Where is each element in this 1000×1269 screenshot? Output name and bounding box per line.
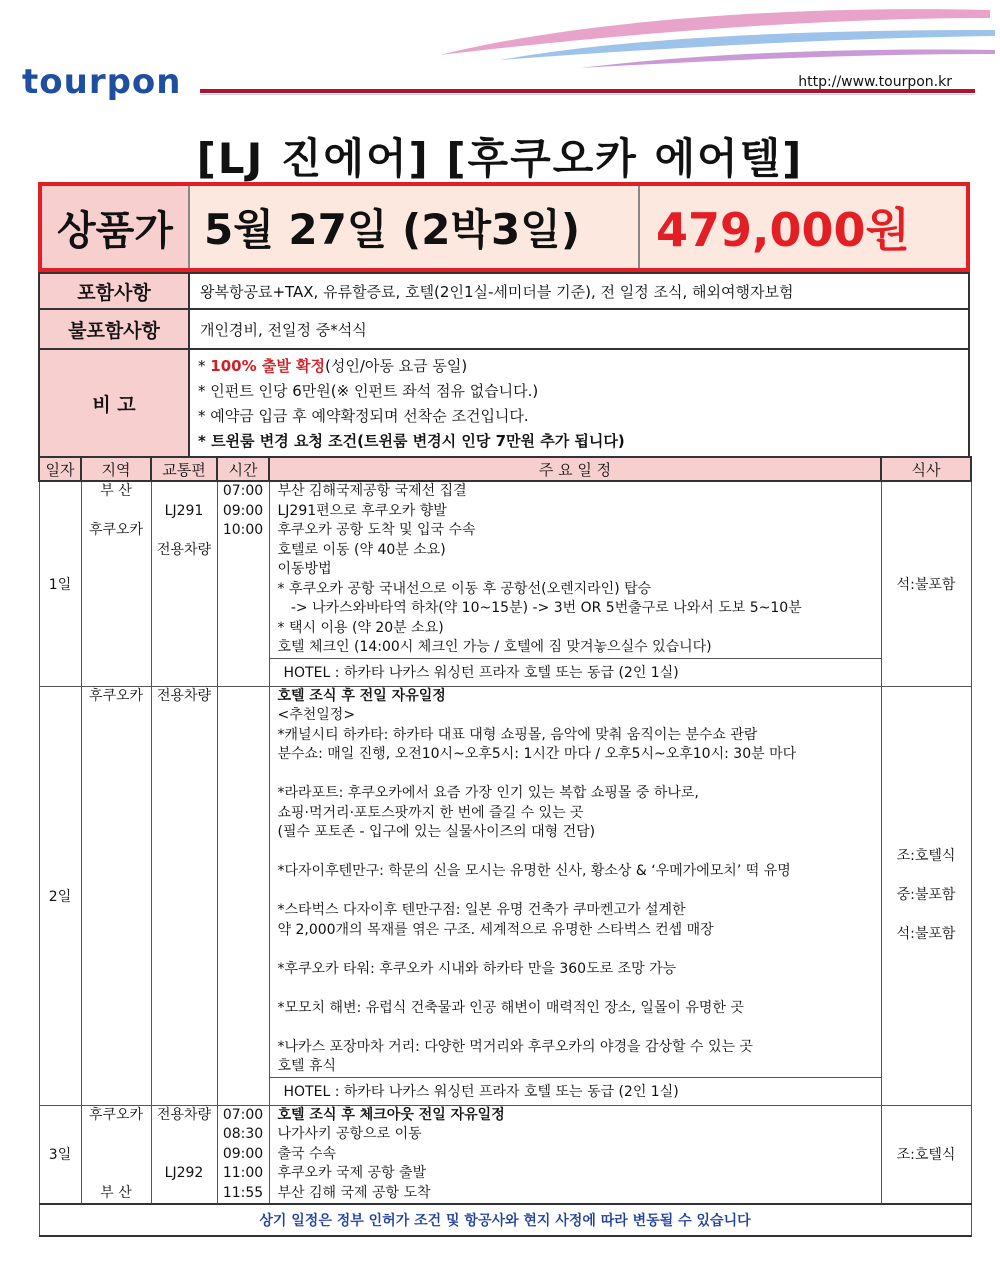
- day2-region: 후쿠오카: [81, 686, 151, 1105]
- departure-confirmed-text: 100% 출발 확정: [210, 357, 326, 375]
- day3-region: 후쿠오카 부 산: [81, 1105, 151, 1204]
- header-divider-thin: [200, 94, 975, 95]
- day2-row: [39, 686, 971, 1105]
- day2-transport: 전용차량: [151, 686, 217, 1105]
- col-plan: 주 요 일 정: [269, 457, 881, 481]
- day2-hotel: HOTEL : 하카타 나카스 워싱턴 프라자 호텔 또는 동급 (2인 1실): [270, 1077, 881, 1105]
- price-date: 5월 27일 (2박3일): [190, 186, 640, 268]
- site-url-link[interactable]: http://www.tourpon.kr: [798, 74, 952, 90]
- day3-time: 07:00 08:30 09:00 11:00 11:55: [217, 1105, 269, 1204]
- day2-label: 2일: [39, 686, 81, 1105]
- note-item: * 트윈룸 변경 요청 조건(트윈룸 변경시 인당 7만원 추가 됩니다): [198, 432, 625, 450]
- day3-meal: 조:호텔식: [881, 1105, 971, 1204]
- day3-plan: 호텔 조식 후 체크아웃 전일 자유일정 나가사키 공항으로 이동 출국 수속 후쿠오카 국제 공항 출발 부산 김해 국제 공항 도착: [269, 1105, 881, 1204]
- col-region: 지역: [81, 457, 151, 481]
- included-value: 왕복항공료+TAX, 유류할증료, 호텔(2인1실-세미더블 기준), 전 일정 조식, 해외여행자보험: [189, 273, 969, 309]
- day1-row: [39, 481, 971, 686]
- included-label: 포함사항: [39, 273, 189, 309]
- excluded-value: 개인경비, 전일정 중*석식: [189, 309, 969, 349]
- note-item: * 100% 출발 확정(성인/아동 요금 동일): [198, 357, 468, 375]
- note-item: * 인펀트 인당 6만원(※ 인펀트 좌석 점유 없습니다.): [198, 382, 539, 400]
- col-day: 일자: [39, 457, 81, 481]
- price-box: [38, 182, 970, 272]
- schedule-header-row: [39, 457, 971, 481]
- day1-transport: LJ291 전용차량: [151, 481, 217, 686]
- day1-label: 1일: [39, 481, 81, 686]
- day1-time: 07:00 09:00 10:00: [217, 481, 269, 686]
- notes-label: 비 고: [39, 349, 189, 457]
- price-amount: 479,000원: [640, 186, 966, 268]
- day2-meals: 조:호텔식 중:불포함 석:불포함: [881, 686, 971, 1105]
- page-title: [LJ 진에어] [후쿠오카 에어텔]: [196, 134, 804, 183]
- day1-region: 부 산 후쿠오카: [81, 481, 151, 686]
- day1-meal: 석:불포함: [881, 481, 971, 686]
- day3-label: 3일: [39, 1105, 81, 1204]
- info-table: [38, 272, 970, 458]
- col-meal: 식사: [881, 457, 971, 481]
- tourpon-logo[interactable]: tourpon: [22, 62, 182, 102]
- day1-plan: 부산 김해국제공항 국제선 집결 LJ291편으로 후쿠오카 향발 후쿠오카 공항 도착 및 입국 수속 호텔로 이동 (약 40분 소요) 이동방법 * 후쿠오카 공항 국내선으로 이동 후 공항선(오렌지라인) 탑승 -> 나카스와바타역 하차(약 10~15분) -> 3번 OR 5번출구로 나와서 도보 5~10분 * 택시 이용 (약 20분 소요) 호텔 체크인 (14:00시 체크인 가능 / 호텔에 짐 맞겨놓으실수 있습니다) HOTEL : 하카타 나카스 워싱턴 프라자 호텔 또는 동급 (2인 1실): [269, 481, 881, 686]
- notice-row: [39, 1204, 971, 1236]
- day3-transport: 전용차량 LJ292: [151, 1105, 217, 1204]
- col-transport: 교통편: [151, 457, 217, 481]
- day1-hotel: HOTEL : 하카타 나카스 워싱턴 프라자 호텔 또는 동급 (2인 1실): [270, 658, 881, 686]
- price-label: 상품가: [42, 186, 190, 268]
- note-item: * 예약금 입금 후 예약확정되며 선착순 조건입니다.: [198, 407, 529, 425]
- col-time: 시간: [217, 457, 269, 481]
- schedule-notice: 상기 일정은 정부 인허가 조건 및 항공사와 현지 사정에 따라 변동될 수 있습니다: [39, 1204, 971, 1236]
- day2-plan: 호텔 조식 후 전일 자유일정 <추천일정> *캐널시티 하카타: 하카타 대표 대형 쇼핑몰, 음악에 맞춰 움직이는 분수쇼 관람 분수쇼: 매일 진행, 오전10시~오후5시: 1시간 마다 / 오후5시~오후10시: 30분 마다 *라라포트: 후쿠오카에서 요즘 가장 인기 있는 복합 쇼핑몰 중 하나로, 쇼핑·먹거리·포토스팟까지 한 번에 즐길 수 있는 곳 (필수 포토존 - 입구에 있는 실물사이즈의 대형 건담) *다자이후텐만구: 학문의 신을 모시는 유명한 신사, 황소상 & ‘우메가에모치’ 떡 유명 *스타벅스 다자이후 텐만구점: 일본 유명 건축가 쿠마켄고가 설계한 약 2,000개의 목재를 엮은 구조. 세계적으로 유명한 스타벅스 컨셉 매장 *후쿠오카 타워: 후쿠오카 시내와 하카타 만을 360도로 조망 가능 *모모치 해변: 유럽식 건축물과 인공 해변이 매력적인 장소, 일몰이 유명한 곳 *나카스 포장마차 거리: 다양한 먹거리와 후쿠오카의 야경을 감상할 수 있는 곳 호텔 휴식 HOTEL : 하카타 나카스 워싱턴 프라자 호텔 또는 동급 (2인 1실): [269, 686, 881, 1105]
- excluded-label: 불포함사항: [39, 309, 189, 349]
- notes-list: [189, 349, 969, 457]
- day3-row: [39, 1105, 971, 1204]
- day2-time: [217, 686, 269, 1105]
- schedule-table: [38, 456, 972, 1237]
